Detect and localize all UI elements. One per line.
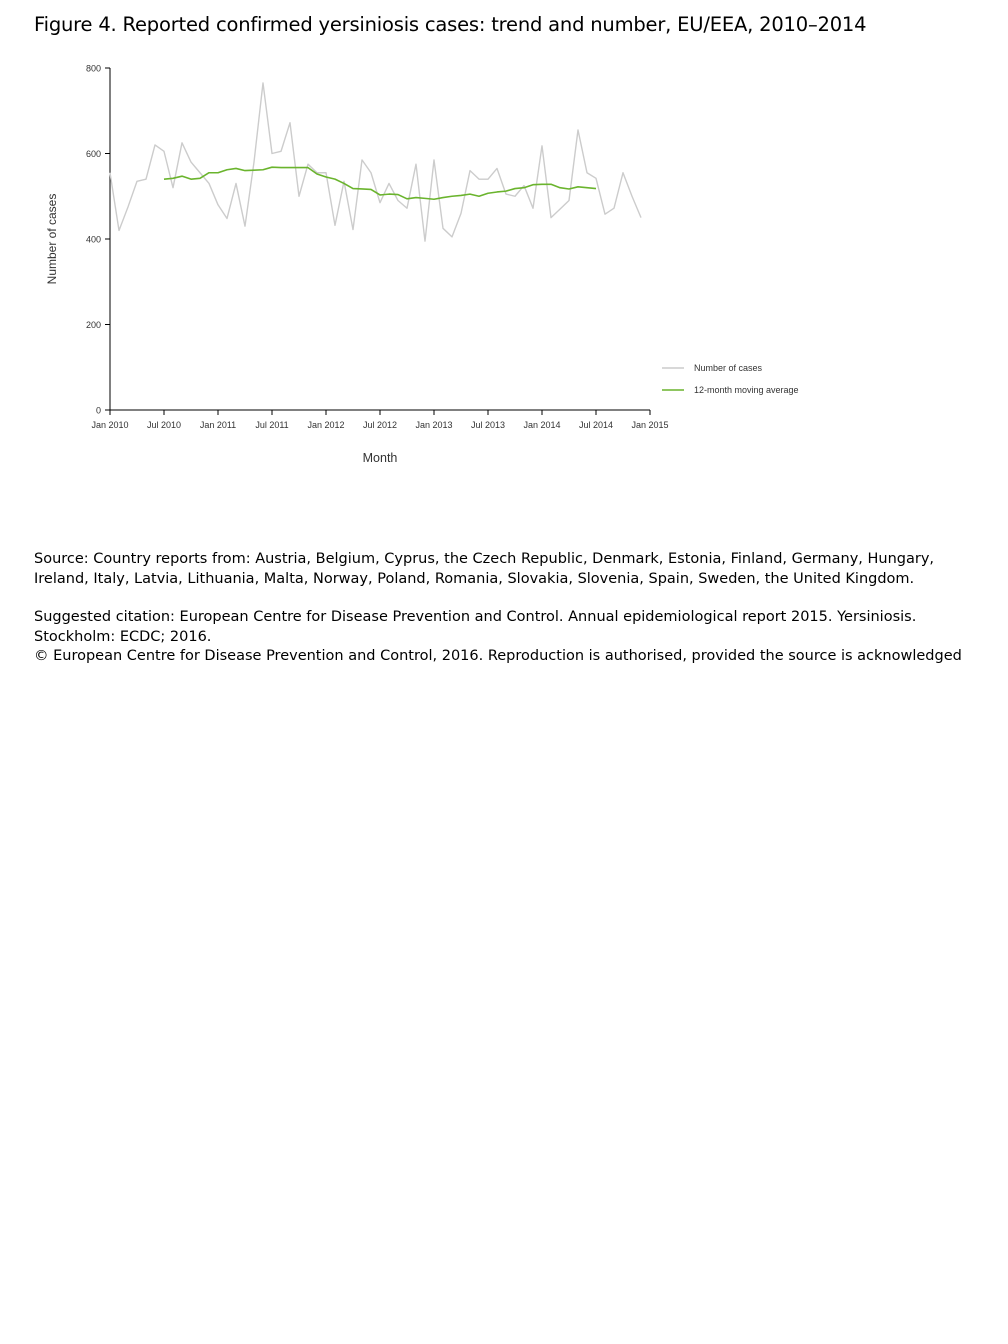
line-chart — [0, 0, 1008, 520]
chart-series — [110, 83, 641, 241]
figure-notes — [34, 550, 984, 667]
legend-label: 12-month moving average — [694, 385, 799, 395]
x-tick-label: Jul 2012 — [362, 420, 398, 430]
cases-series-line — [110, 83, 641, 241]
y-tick-label: 800 — [85, 63, 101, 74]
chart-legend — [662, 363, 799, 395]
x-tick-label: Jan 2011 — [199, 420, 237, 430]
citation-line-1: Suggested citation: European Centre for Disease Prevention and Control. Annual epidemiological report 2015. Yersiniosis. — [34, 609, 917, 625]
x-axis-label: Month — [362, 451, 398, 465]
moving-average-series-line — [164, 167, 596, 199]
x-tick-label: Jan 2014 — [523, 420, 561, 430]
source-note: Source: Country reports from: Austria, Belgium, Cyprus, the Czech Republic, Denmark, Estonia, Finland, Germany, Hungary, Ireland, Italy, Latvia, Lithuania, Malta, Norway, Poland, Romania, Slovakia, Slovenia, Spain, Sweden, the United Kingdom. — [34, 551, 935, 587]
x-tick-label: Jul 2010 — [146, 420, 182, 430]
figure-title: Figure 4. Reported confirmed yersiniosis cases: trend and number, EU/EEA, 2010–2014 — [34, 13, 867, 36]
x-tick-label: Jan 2012 — [307, 420, 345, 430]
citation-line-2: Stockholm: ECDC; 2016. — [34, 628, 212, 645]
chart-axes — [86, 64, 669, 431]
legend-label: Number of cases — [694, 363, 763, 373]
x-tick-label: Jan 2010 — [91, 420, 129, 430]
x-tick-label: Jul 2014 — [578, 420, 614, 430]
copyright-note: © European Centre for Disease Prevention and Control, 2016. Reproduction is authorised, provided the source is acknowledged — [34, 648, 962, 664]
y-tick-label: 0 — [95, 405, 101, 416]
x-tick-label: Jan 2013 — [415, 420, 453, 430]
y-tick-label: 400 — [85, 234, 101, 245]
x-tick-label: Jul 2011 — [255, 420, 289, 430]
x-tick-label: Jan 2015 — [631, 420, 669, 430]
y-tick-label: 200 — [85, 320, 101, 330]
y-axis-label: Number of cases — [45, 193, 59, 285]
x-tick-label: Jul 2013 — [470, 420, 506, 430]
y-tick-label: 600 — [85, 149, 101, 159]
